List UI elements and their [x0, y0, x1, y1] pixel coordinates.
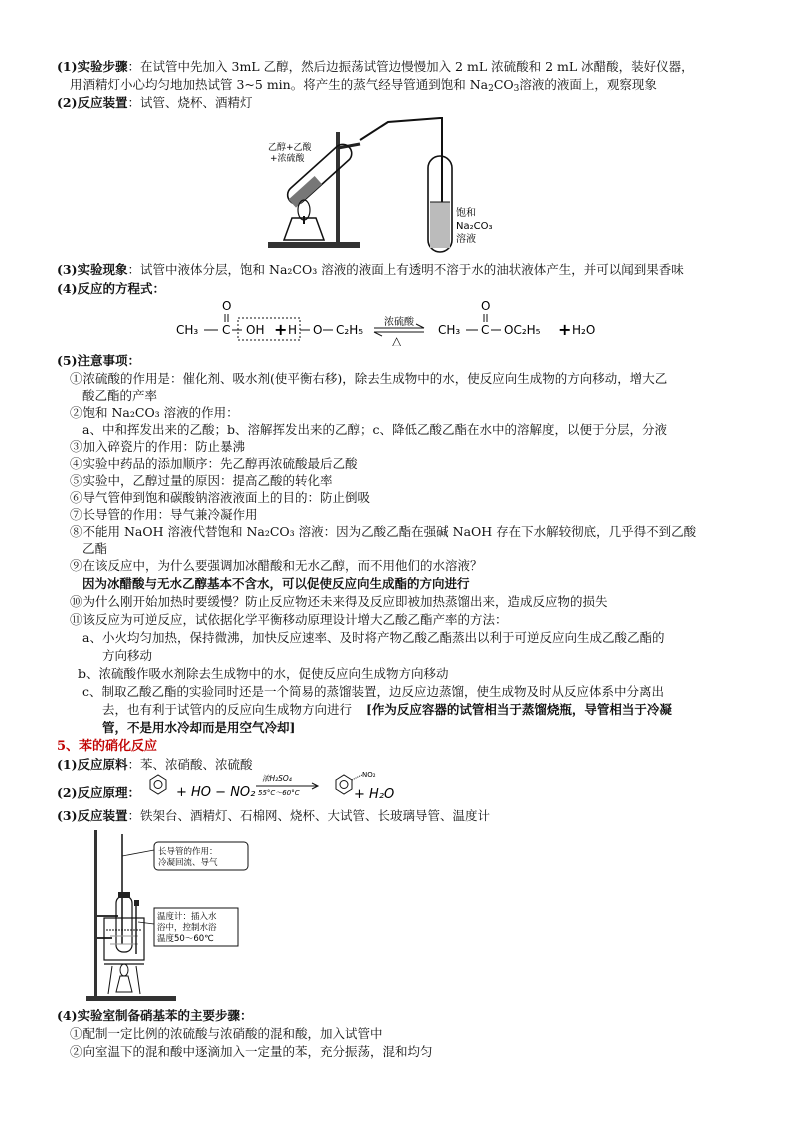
note-11b: b、浓硫酸作吸水剂除去生成物中的水，促使反应向生成物方向移动	[78, 666, 449, 681]
note-6: ⑥导气管伸到饱和碳酸钠溶液液面上的目的：防止倒吸	[70, 490, 371, 505]
note-8-cont: 乙酯	[82, 541, 108, 556]
esterification-equation	[170, 296, 610, 346]
note-7: ⑦长导管的作用：导气兼冷凝作用	[70, 507, 258, 522]
note-4: ④实验中药品的添加顺序：先乙醇再浓硫酸最后乙酸	[70, 456, 358, 471]
nitration-step-2: ②向室温下的混和酸中逐滴加入一定量的苯，充分振荡，混和均匀	[70, 1044, 433, 1059]
nitration-eq-cond-top: 浓H₂SO₄	[262, 774, 292, 783]
ester-phenomenon-label: (3)实验现象	[57, 262, 128, 277]
nitration-eq-mid: + HO − NO₂	[176, 785, 256, 800]
fig-label-sat2: Na₂CO₃	[456, 221, 493, 232]
note-1: ①浓硫酸的作用是：催化剂、吸水剂(使平衡右移)，除去生成物中的水，使反应向生成物的方向移动，增大乙	[70, 371, 668, 386]
eq-oh: OH	[246, 323, 265, 337]
note-11c-end: 管，不是用水冷却而是用空气冷却]	[102, 720, 296, 735]
eq-h: H	[288, 323, 298, 337]
nitration-apparatus-text: ：铁架台、酒精灯、石棉网、烧杯、大试管、长玻璃导管、温度计	[127, 808, 491, 823]
eq-c2h5: C₂H₅	[336, 323, 364, 337]
eq-heat: △	[392, 334, 402, 346]
fig-label-tube: 乙醇+乙酸	[268, 143, 312, 153]
ester-steps-text1: ：在试管中先加入 3mL 乙醇，然后边振荡试管边慢慢加入 2 mL 浓硫酸和 2 mL 冰醋酸，装好仪器，	[127, 59, 694, 74]
nitration-eq-end: + H₂O	[354, 787, 395, 802]
ester-steps-line2: 用酒精灯小心均匀地加热试管 3~5 min。将产生的蒸气经导管通到饱和 $Na_2CO_3$溶液的液面上，观察现象	[70, 77, 657, 94]
nitration-materials-label: (1)反应原料	[57, 757, 128, 772]
note-11: ⑪该反应为可逆反应，试依据化学平衡移动原理设计增大乙酸乙酯产率的方法：	[70, 612, 508, 627]
eq-ch3-right: CH₃	[438, 323, 461, 337]
ester-notes-heading: (5)注意事项：	[57, 353, 141, 368]
note-11c: c、制取乙酸乙酯的实验同时还是一个简易的蒸馏装置，边反应边蒸馏，使生成物及时从反应体系中分离出	[82, 684, 665, 699]
callout-thermometer-3: 温度50～60℃	[157, 934, 214, 944]
eq-c-left: C	[222, 323, 231, 337]
svg-text:+: +	[558, 320, 572, 339]
note-11c-text: 去，也有利于试管内的反应向生成物方向进行	[102, 702, 353, 717]
ester-apparatus-text: ：试管、烧杯、酒精灯	[127, 95, 253, 110]
note-2: ②饱和 Na₂CO₃ 溶液的作用：	[70, 405, 239, 420]
ester-apparatus-line	[57, 94, 253, 111]
ester-steps-label: (1)实验步骤	[57, 59, 128, 74]
note-2a: a、中和挥发出来的乙酸；b、溶解挥发出来的乙醇；c、降低乙酸乙酯在水中的溶解度，以便于分层，分液	[82, 422, 667, 437]
note-3: ③加入碎瓷片的作用：防止暴沸	[70, 439, 246, 454]
note-8: ⑧不能用 NaOH 溶液代替饱和 Na₂CO₃ 溶液：因为乙酸乙酯在强碱 NaOH 存在下水解较彻底，几乎得不到乙酸	[70, 524, 697, 539]
ester-steps-text2: 用酒精灯小心均匀地加热试管 3~5 min。将产生的蒸气经导管通到饱和 Na	[70, 77, 489, 92]
nitration-apparatus-label: (3)反应装置	[57, 808, 128, 823]
note-11c-cont	[102, 701, 672, 718]
note-11c-bracket: [作为反应容器的试管相当于蒸馏烧瓶，导管相当于冷凝	[366, 702, 672, 717]
note-10: ⑩为什么刚开始加热时要缓慢？防止反应物还未来得及反应即被加热蒸馏出来，造成反应物的损失	[70, 594, 608, 609]
nitration-principle-label: (2)反应原理	[57, 785, 128, 800]
esterification-apparatus-figure	[260, 112, 520, 260]
note-1-cont: 酸乙酯的产率	[82, 388, 158, 403]
eq-h2o: H₂O	[572, 323, 596, 337]
ester-steps-line1	[57, 58, 694, 75]
nitration-apparatus-line	[57, 807, 490, 824]
nitration-principle-heading: (2)反应原理：	[57, 785, 141, 800]
svg-text:C: C	[481, 323, 490, 337]
svg-text:O: O	[481, 299, 491, 313]
callout-long-tube-2: 冷凝回流、导气	[158, 858, 218, 868]
svg-text:O: O	[313, 323, 323, 337]
callout-thermometer-1: 温度计：插入水	[157, 912, 217, 922]
note-9: ⑨在该反应中，为什么要强调加冰醋酸和无水乙醇，而不用他们的水溶液？	[70, 558, 483, 573]
nitration-steps-heading: (4)实验室制备硝基苯的主要步骤：	[57, 1008, 253, 1023]
ester-phenomenon-text: ：试管中液体分层，饱和 Na₂CO₃ 溶液的液面上有透明不溶于水的油状液体产生，并可以闻到果香味	[127, 262, 684, 277]
eq-catalyst: 浓硫酸	[384, 317, 414, 328]
nitration-equation	[140, 770, 440, 806]
svg-text:+: +	[274, 320, 288, 339]
ester-notes-label: (5)注意事项	[57, 353, 128, 368]
nitration-steps-label: (4)实验室制备硝基苯的主要步骤	[57, 1008, 241, 1023]
fig-label-tube2: +浓硫酸	[270, 154, 305, 164]
ester-phenomenon-line	[57, 261, 684, 278]
note-11a: a、小火均匀加热，保持微沸，加快反应速率、及时将产物乙酸乙酯蒸出以利于可逆反应向生成乙酸乙酯的	[82, 630, 665, 645]
nitration-step-1: ①配制一定比例的浓硫酸与浓硝酸的混和酸，加入试管中	[70, 1026, 383, 1041]
eq-oc2h5: OC₂H₅	[504, 323, 541, 337]
callout-thermometer-2: 浴中，控制水浴	[157, 923, 217, 933]
ester-steps-text2c: 溶液的液面上，观察现象	[519, 77, 657, 92]
ester-steps-text2b: CO	[493, 77, 514, 92]
fig-label-sat1: 饱和	[456, 208, 476, 219]
ester-equation-heading: (4)反应的方程式：	[57, 281, 166, 296]
section-title-nitration: 5、苯的硝化反应	[57, 739, 158, 754]
svg-text:O: O	[222, 299, 232, 313]
note-11a-cont: 方向移动	[102, 648, 153, 663]
nitration-apparatus-figure	[82, 826, 262, 1004]
note-9-answer: 因为冰醋酸与无水乙醇基本不含水，可以促使反应向生成酯的方向进行	[82, 576, 470, 591]
nitration-eq-no2: NO₂	[362, 771, 376, 779]
ester-equation-label: (4)反应的方程式	[57, 281, 153, 296]
ester-apparatus-label: (2)反应装置	[57, 95, 128, 110]
eq-ch3-left: CH₃	[176, 323, 199, 337]
nitration-eq-cond-bottom: 55°C～60°C	[258, 789, 300, 797]
callout-long-tube-1: 长导管的作用：	[158, 847, 218, 857]
note-5: ⑤实验中，乙醇过量的原因：提高乙酸的转化率	[70, 473, 333, 488]
nitration-materials-text: ：苯、浓硝酸、浓硫酸	[127, 757, 253, 772]
fig-label-sat3: 溶液	[456, 234, 476, 245]
